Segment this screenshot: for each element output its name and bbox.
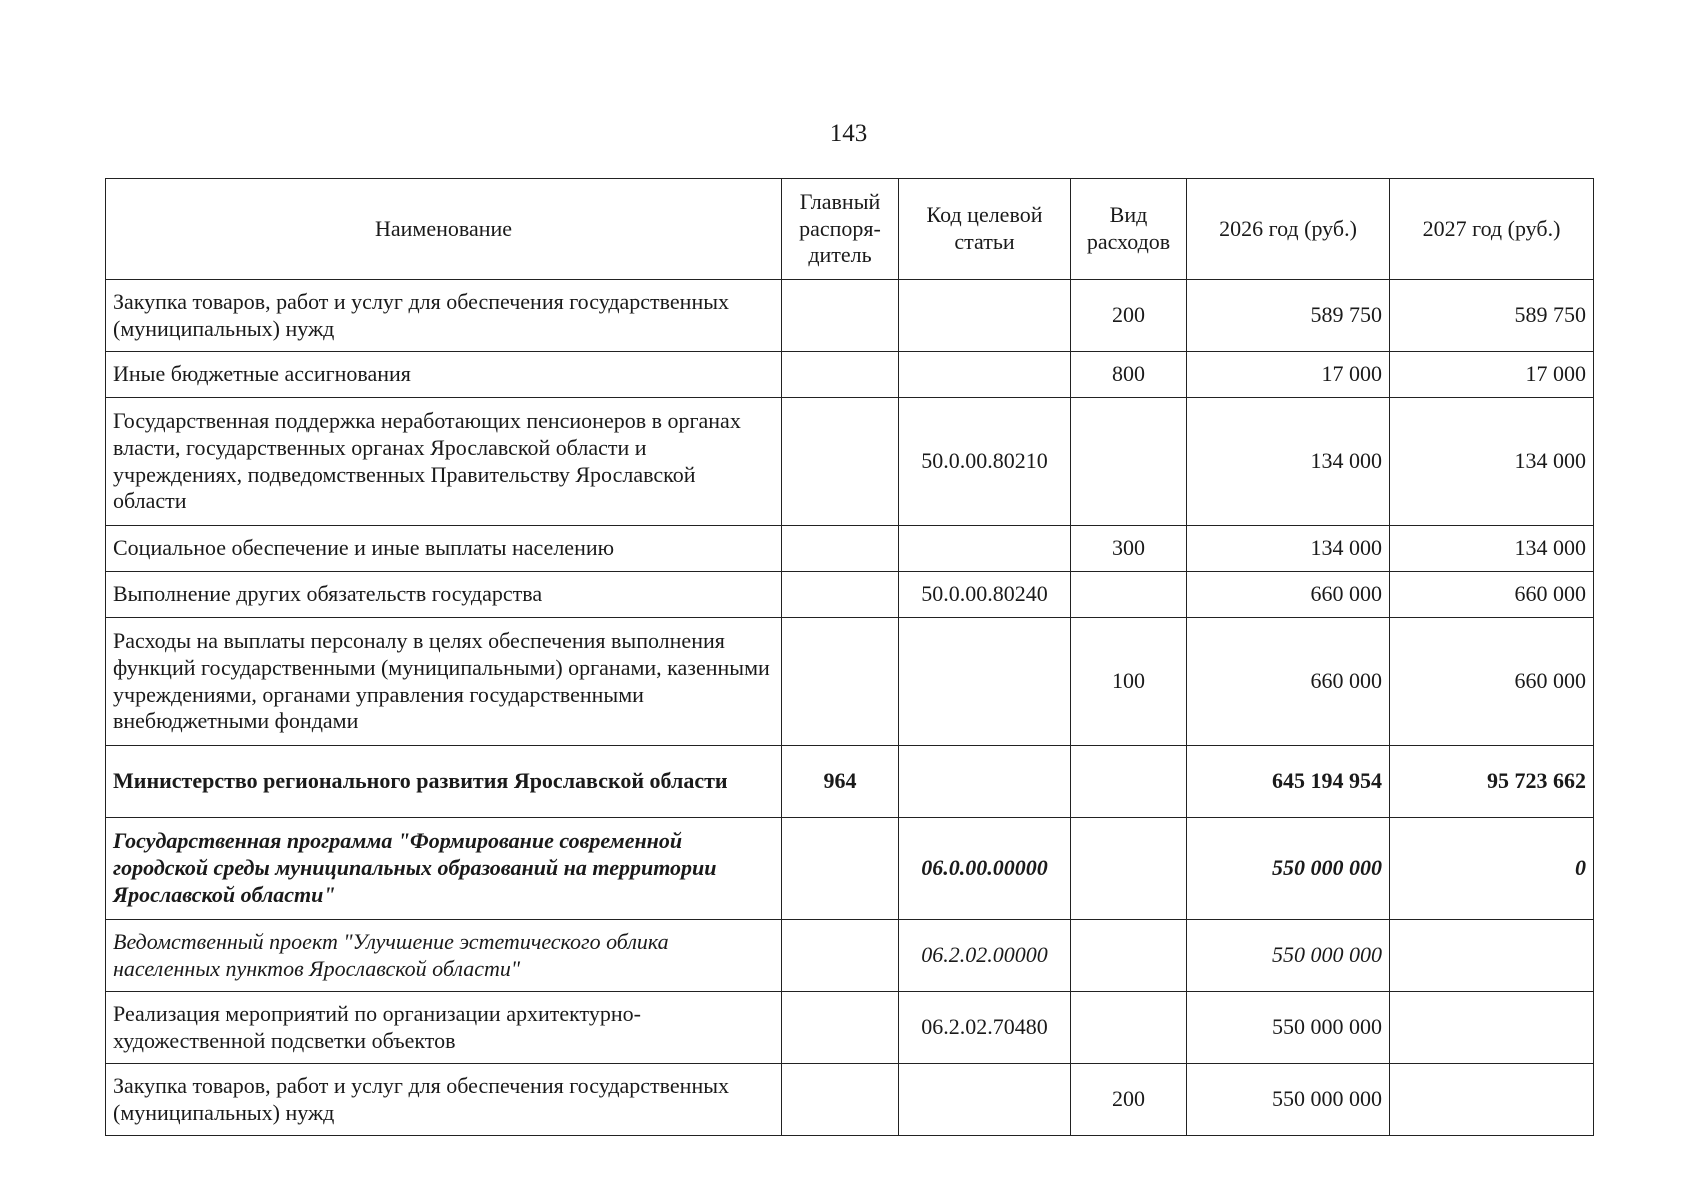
- cell-expense-type: 300: [1071, 526, 1187, 572]
- cell-year-2027: [1390, 992, 1594, 1064]
- cell-name: Реализация мероприятий по организации архитектурно-художественной подсветки объектов: [106, 992, 782, 1064]
- cell-target-code: [899, 618, 1071, 746]
- table-row: [106, 920, 1594, 992]
- cell-name: Министерство регионального развития Ярославской области: [106, 746, 782, 818]
- cell-year-2026: 550 000 000: [1187, 992, 1390, 1064]
- cell-main-manager: [782, 398, 899, 526]
- cell-expense-type: 200: [1071, 280, 1187, 352]
- cell-main-manager: [782, 352, 899, 398]
- cell-target-code: 50.0.00.80240: [899, 572, 1071, 618]
- cell-target-code: [899, 280, 1071, 352]
- cell-year-2027: [1390, 920, 1594, 992]
- cell-name: Закупка товаров, работ и услуг для обеспечения государственных (муниципальных) нужд: [106, 280, 782, 352]
- cell-year-2027: 660 000: [1390, 572, 1594, 618]
- cell-expense-type: 200: [1071, 1064, 1187, 1136]
- cell-name: Государственная поддержка неработающих пенсионеров в органах власти, государственных органах Ярославской области и учреждениях, подведомственных Правительству Ярославской области: [106, 398, 782, 526]
- cell-main-manager: [782, 818, 899, 920]
- cell-name: Ведомственный проект "Улучшение эстетического облика населенных пунктов Ярославской области": [106, 920, 782, 992]
- cell-main-manager: 964: [782, 746, 899, 818]
- page-number: 143: [829, 120, 868, 147]
- budget-table: [105, 178, 1594, 1136]
- cell-year-2026: 550 000 000: [1187, 920, 1390, 992]
- table-header-row: [106, 179, 1594, 280]
- table-row: [106, 618, 1594, 746]
- cell-main-manager: [782, 1064, 899, 1136]
- cell-main-manager: [782, 572, 899, 618]
- cell-year-2027: 95 723 662: [1390, 746, 1594, 818]
- cell-expense-type: 100: [1071, 618, 1187, 746]
- cell-target-code: 06.0.00.00000: [899, 818, 1071, 920]
- cell-target-code: 06.2.02.70480: [899, 992, 1071, 1064]
- cell-target-code: [899, 352, 1071, 398]
- cell-target-code: [899, 1064, 1071, 1136]
- cell-main-manager: [782, 526, 899, 572]
- cell-name: Закупка товаров, работ и услуг для обеспечения государственных (муниципальных) нужд: [106, 1064, 782, 1136]
- cell-main-manager: [782, 920, 899, 992]
- cell-target-code: [899, 746, 1071, 818]
- cell-expense-type: [1071, 818, 1187, 920]
- cell-year-2026: 660 000: [1187, 618, 1390, 746]
- cell-main-manager: [782, 280, 899, 352]
- header-name: Наименование: [106, 179, 782, 280]
- cell-expense-type: [1071, 920, 1187, 992]
- cell-expense-type: [1071, 572, 1187, 618]
- table-row: [106, 398, 1594, 526]
- table-row: [106, 526, 1594, 572]
- cell-year-2026: 589 750: [1187, 280, 1390, 352]
- table-row: [106, 572, 1594, 618]
- cell-year-2026: 550 000 000: [1187, 1064, 1390, 1136]
- header-year-2026: 2026 год (руб.): [1187, 179, 1390, 280]
- cell-year-2027: 660 000: [1390, 618, 1594, 746]
- cell-target-code: [899, 526, 1071, 572]
- cell-year-2027: 0: [1390, 818, 1594, 920]
- cell-expense-type: 800: [1071, 352, 1187, 398]
- cell-main-manager: [782, 992, 899, 1064]
- header-year-2027: 2027 год (руб.): [1390, 179, 1594, 280]
- cell-main-manager: [782, 618, 899, 746]
- cell-year-2027: 134 000: [1390, 398, 1594, 526]
- header-expense-type: Вид расходов: [1071, 179, 1187, 280]
- cell-name: Иные бюджетные ассигнования: [106, 352, 782, 398]
- table-row: [106, 280, 1594, 352]
- cell-year-2026: 134 000: [1187, 526, 1390, 572]
- cell-target-code: 06.2.02.00000: [899, 920, 1071, 992]
- cell-target-code: 50.0.00.80210: [899, 398, 1071, 526]
- header-target-code: Код целевой статьи: [899, 179, 1071, 280]
- table-row: [106, 818, 1594, 920]
- cell-expense-type: [1071, 398, 1187, 526]
- cell-year-2026: 660 000: [1187, 572, 1390, 618]
- header-main-manager: Главный распоря-дитель: [782, 179, 899, 280]
- cell-expense-type: [1071, 992, 1187, 1064]
- cell-name: Социальное обеспечение и иные выплаты населению: [106, 526, 782, 572]
- cell-year-2026: 645 194 954: [1187, 746, 1390, 818]
- cell-year-2026: 550 000 000: [1187, 818, 1390, 920]
- cell-name: Выполнение других обязательств государства: [106, 572, 782, 618]
- cell-year-2027: [1390, 1064, 1594, 1136]
- cell-expense-type: [1071, 746, 1187, 818]
- cell-year-2027: 134 000: [1390, 526, 1594, 572]
- table-row: [106, 352, 1594, 398]
- table-row: [106, 992, 1594, 1064]
- table-row: [106, 746, 1594, 818]
- cell-year-2027: 17 000: [1390, 352, 1594, 398]
- cell-year-2026: 17 000: [1187, 352, 1390, 398]
- table-row: [106, 1064, 1594, 1136]
- cell-name: Расходы на выплаты персоналу в целях обеспечения выполнения функций государственными (муниципальными) органами, казенными учреждениями, органами управления государственными внебюджетными фондами: [106, 618, 782, 746]
- cell-year-2027: 589 750: [1390, 280, 1594, 352]
- cell-year-2026: 134 000: [1187, 398, 1390, 526]
- cell-name: Государственная программа "Формирование современной городской среды муниципальных образований на территории Ярославской области": [106, 818, 782, 920]
